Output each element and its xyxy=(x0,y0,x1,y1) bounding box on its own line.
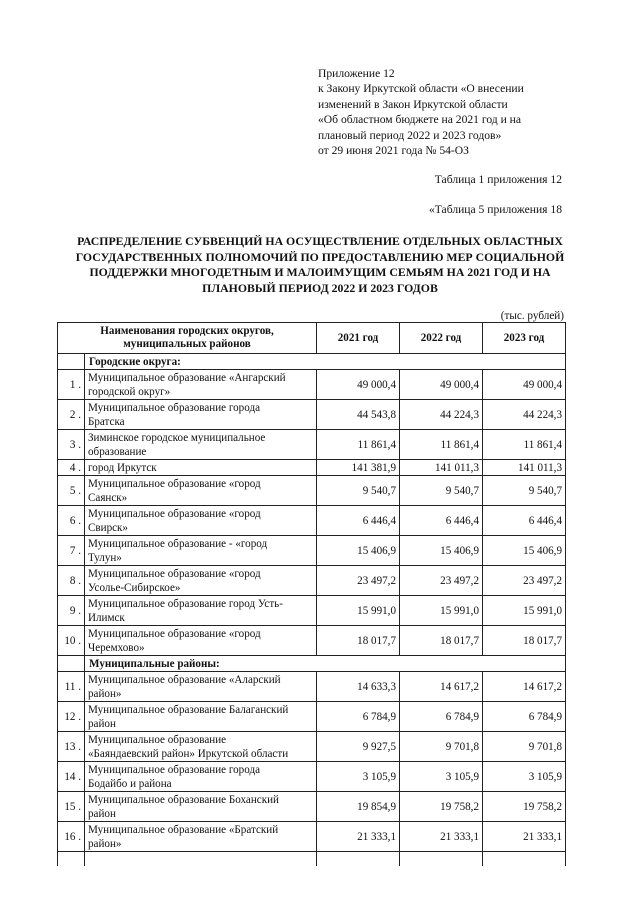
row-number: 2 . xyxy=(58,400,85,430)
table-row xyxy=(58,702,566,732)
value-2021: 3 105,9 xyxy=(317,762,400,792)
value-2021: 18 017,7 xyxy=(317,626,400,656)
table-row xyxy=(58,536,566,566)
table-row xyxy=(58,566,566,596)
row-name xyxy=(85,626,317,656)
value-2023: 3 105,9 xyxy=(483,762,566,792)
row-name-line2: район» xyxy=(88,837,122,850)
value-2022: 44 224,3 xyxy=(400,400,483,430)
row-name xyxy=(85,566,317,596)
row-name-line1: Муниципальное образование города xyxy=(88,401,261,414)
header-name-line2: муниципальных районов xyxy=(123,338,251,350)
value-2021: 11 861,4 xyxy=(317,430,400,460)
value-2021: 15 406,9 xyxy=(317,536,400,566)
header-name xyxy=(58,323,317,354)
table-row xyxy=(58,430,566,460)
row-name-line1: Муниципальное образование города xyxy=(88,763,261,776)
row-number: 15 . xyxy=(58,792,85,822)
value-2023: 18 017,7 xyxy=(483,626,566,656)
row-name-line2: Свирск» xyxy=(88,521,128,534)
value-2022: 9 540,7 xyxy=(400,476,483,506)
row-name xyxy=(85,762,317,792)
value-2023: 6 446,4 xyxy=(483,506,566,536)
value-2022: 3 105,9 xyxy=(400,762,483,792)
group-label: Городские округа: xyxy=(85,354,566,370)
row-name-line2: Черемхово» xyxy=(88,641,145,654)
row-number: 12 . xyxy=(58,702,85,732)
row-name-line1: Муниципальное образование город Усть- xyxy=(88,597,283,610)
row-name-line1: Муниципальное образование - «город xyxy=(88,537,268,550)
value-2022: 18 017,7 xyxy=(400,626,483,656)
row-name-line2: район xyxy=(88,717,116,730)
row-name xyxy=(85,732,317,762)
row-name xyxy=(85,476,317,506)
appendix-line: «Об областном бюджете на 2021 год и на xyxy=(318,113,522,127)
table-row xyxy=(58,476,566,506)
units-label: (тыс. рублей) xyxy=(500,310,564,322)
value-2022: 6 784,9 xyxy=(400,702,483,732)
title-line: РАСПРЕДЕЛЕНИЕ СУБВЕНЦИЙ НА ОСУЩЕСТВЛЕНИЕ ОТДЕЛЬНЫХ ОБЛАСТНЫХ xyxy=(77,234,563,248)
value-2021: 6 446,4 xyxy=(317,506,400,536)
row-name-line1: Муниципальное образование «город xyxy=(88,627,261,640)
row-name xyxy=(85,822,317,852)
row-number: 7 . xyxy=(58,536,85,566)
row-number: 8 . xyxy=(58,566,85,596)
value-2021: 49 000,4 xyxy=(317,370,400,400)
value-2022: 141 011,3 xyxy=(400,460,483,476)
row-name-line1: город Иркутск xyxy=(88,461,157,474)
table-reference-2: «Таблица 5 приложения 18 xyxy=(428,203,562,216)
value-2021: 141 381,9 xyxy=(317,460,400,476)
table-row xyxy=(58,370,566,400)
row-name-line1: Муниципальное образование «Братский xyxy=(88,823,279,836)
value-2022: 15 406,9 xyxy=(400,536,483,566)
row-name-line2: район» xyxy=(88,687,122,700)
value-2023: 15 991,0 xyxy=(483,596,566,626)
table-row xyxy=(58,400,566,430)
row-number: 5 . xyxy=(58,476,85,506)
row-name xyxy=(85,400,317,430)
value-2022: 6 446,4 xyxy=(400,506,483,536)
appendix-line: Приложение 12 xyxy=(318,67,395,80)
row-name xyxy=(85,702,317,732)
value-2022: 15 991,0 xyxy=(400,596,483,626)
table-row xyxy=(58,626,566,656)
empty-cell xyxy=(58,852,85,867)
value-2023: 11 861,4 xyxy=(483,430,566,460)
row-name-line2: городской округ» xyxy=(88,385,171,398)
empty-cell xyxy=(400,852,483,867)
row-name-line2: Усолье-Сибирское» xyxy=(88,581,181,594)
row-name-line2: Братска xyxy=(88,415,125,428)
row-name xyxy=(85,536,317,566)
group-row-districts xyxy=(58,656,566,672)
value-2022: 14 617,2 xyxy=(400,672,483,702)
empty-cell xyxy=(317,852,400,867)
row-number: 10 . xyxy=(58,626,85,656)
row-name xyxy=(85,672,317,702)
row-name-line2: образование xyxy=(88,445,147,458)
value-2023: 23 497,2 xyxy=(483,566,566,596)
row-name xyxy=(85,596,317,626)
row-name-line1: Муниципальное образование xyxy=(88,733,227,746)
row-name xyxy=(85,430,317,460)
header-2022: 2022 год xyxy=(400,323,483,354)
row-name-line2: Тулун» xyxy=(88,551,122,564)
header-name-line1: Наименования городских округов, xyxy=(100,325,274,337)
value-2021: 6 784,9 xyxy=(317,702,400,732)
row-number: 9 . xyxy=(58,596,85,626)
value-2023: 9 540,7 xyxy=(483,476,566,506)
value-2021: 9 927,5 xyxy=(317,732,400,762)
row-name-line2: Саянск» xyxy=(88,491,128,504)
value-2023: 49 000,4 xyxy=(483,370,566,400)
row-name-line1: Зиминское городское муниципальное xyxy=(88,431,266,444)
row-number: 3 . xyxy=(58,430,85,460)
row-name xyxy=(85,792,317,822)
value-2023: 19 758,2 xyxy=(483,792,566,822)
row-name-line1: Муниципальное образование «город xyxy=(88,507,261,520)
table-header-row xyxy=(58,323,566,354)
value-2022: 49 000,4 xyxy=(400,370,483,400)
row-number: 11 . xyxy=(58,672,85,702)
title-line: ПОДДЕРЖКИ МНОГОДЕТНЫМ И МАЛОИМУЩИМ СЕМЬЯМ НА 2021 ГОД И НА xyxy=(89,265,551,279)
table-row xyxy=(58,460,566,476)
value-2022: 9 701,8 xyxy=(400,732,483,762)
table-row xyxy=(58,672,566,702)
table-row xyxy=(58,506,566,536)
header-2023: 2023 год xyxy=(483,323,566,354)
table-row xyxy=(58,732,566,762)
group-row-urban xyxy=(58,354,566,370)
appendix-line: от 29 июня 2021 года № 54-ОЗ xyxy=(318,144,469,158)
row-number: 16 . xyxy=(58,822,85,852)
appendix-line: к Закону Иркутской области «О внесении xyxy=(318,82,524,96)
title-line: ГОСУДАРСТВЕННЫХ ПОЛНОМОЧИЙ ПО ПРЕДОСТАВЛЕНИЮ МЕР СОЦИАЛЬНОЙ xyxy=(75,249,565,264)
header-2021: 2021 год xyxy=(317,323,400,354)
row-number: 1 . xyxy=(58,370,85,400)
row-number: 4 . xyxy=(58,460,85,476)
title-line: ПЛАНОВЫЙ ПЕРИОД 2022 И 2023 ГОДОВ xyxy=(202,280,438,295)
value-2021: 23 497,2 xyxy=(317,566,400,596)
row-name-line2: Бодайбо и района xyxy=(88,777,172,790)
value-2022: 21 333,1 xyxy=(400,822,483,852)
subsidy-table xyxy=(57,322,566,866)
empty-cell xyxy=(483,852,566,867)
row-number: 6 . xyxy=(58,506,85,536)
document-title xyxy=(50,234,590,296)
row-name-line1: Муниципальное образование Боханский xyxy=(88,793,279,806)
row-number: 14 . xyxy=(58,762,85,792)
table-row xyxy=(58,822,566,852)
value-2021: 15 991,0 xyxy=(317,596,400,626)
value-2021: 9 540,7 xyxy=(317,476,400,506)
value-2023: 141 011,3 xyxy=(483,460,566,476)
value-2022: 11 861,4 xyxy=(400,430,483,460)
value-2023: 6 784,9 xyxy=(483,702,566,732)
value-2023: 15 406,9 xyxy=(483,536,566,566)
value-2021: 44 543,8 xyxy=(317,400,400,430)
row-name-line1: Муниципальное образование «город xyxy=(88,477,261,490)
appendix-reference xyxy=(318,66,588,158)
row-name xyxy=(85,370,317,400)
group-num xyxy=(58,354,85,370)
value-2022: 23 497,2 xyxy=(400,566,483,596)
row-name xyxy=(85,460,317,476)
row-name-line1: Муниципальное образование «город xyxy=(88,567,261,580)
row-name-line1: Муниципальное образование «Аларский xyxy=(88,673,281,686)
appendix-line: плановый период 2022 и 2023 годов» xyxy=(318,128,502,142)
table-continuation xyxy=(58,852,566,867)
value-2021: 14 633,3 xyxy=(317,672,400,702)
table-row xyxy=(58,762,566,792)
appendix-line: изменений в Закон Иркутской области xyxy=(318,97,508,111)
row-name-line2: Илимск xyxy=(88,611,125,624)
group-label: Муниципальные районы: xyxy=(85,656,566,672)
value-2023: 44 224,3 xyxy=(483,400,566,430)
row-name-line2: «Баяндаевский район» Иркутской области xyxy=(88,747,289,760)
value-2021: 21 333,1 xyxy=(317,822,400,852)
table-reference-1: Таблица 1 приложения 12 xyxy=(434,173,562,186)
table-row xyxy=(58,792,566,822)
value-2022: 19 758,2 xyxy=(400,792,483,822)
table-body xyxy=(58,354,566,867)
value-2023: 21 333,1 xyxy=(483,822,566,852)
empty-cell xyxy=(85,852,317,867)
value-2023: 9 701,8 xyxy=(483,732,566,762)
row-name-line1: Муниципальное образование «Ангарский xyxy=(88,371,286,384)
value-2021: 19 854,9 xyxy=(317,792,400,822)
table-row xyxy=(58,596,566,626)
row-name-line2: район xyxy=(88,807,116,820)
group-num xyxy=(58,656,85,672)
row-name-line1: Муниципальное образование Балаганский xyxy=(88,703,289,716)
row-name xyxy=(85,506,317,536)
row-number: 13 . xyxy=(58,732,85,762)
value-2023: 14 617,2 xyxy=(483,672,566,702)
